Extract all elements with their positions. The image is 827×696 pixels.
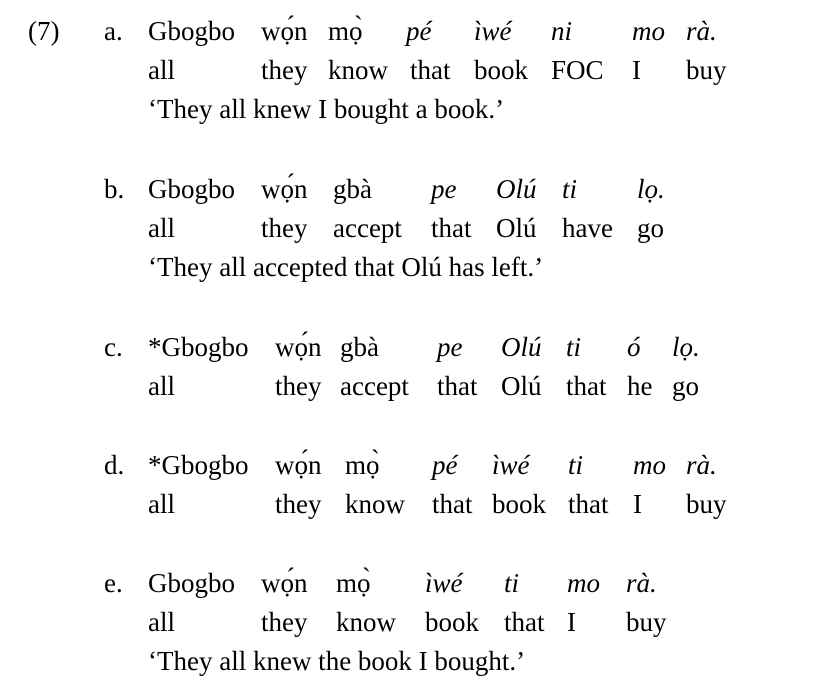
- gloss-word: buy: [626, 607, 667, 637]
- source-word: Gbogbo: [148, 568, 235, 598]
- gloss-word: accept: [333, 213, 402, 243]
- source-word: pe: [431, 174, 457, 204]
- source-word: ìwé: [492, 450, 530, 480]
- source-word: Olú: [496, 174, 537, 204]
- source-word: rà.: [686, 16, 717, 46]
- gloss-word: all: [148, 489, 175, 519]
- source-word: ìwé: [474, 16, 512, 46]
- source-word: pé: [432, 450, 458, 480]
- gloss-word: that: [566, 371, 607, 401]
- example-label: c.: [104, 332, 123, 362]
- gloss-word: they: [275, 489, 322, 519]
- source-word: rà.: [626, 568, 657, 598]
- gloss-word: they: [275, 371, 322, 401]
- gloss-word: FOC: [551, 55, 604, 85]
- gloss-word: know: [345, 489, 405, 519]
- gloss-word: go: [672, 371, 699, 401]
- source-word: mo: [633, 450, 666, 480]
- source-word: mo: [632, 16, 665, 46]
- gloss-word: I: [633, 489, 642, 519]
- example-label: d.: [104, 450, 125, 480]
- source-word: Gbogbo: [148, 16, 235, 46]
- gloss-word: have: [562, 213, 613, 243]
- example-label: e.: [104, 568, 123, 598]
- gloss-word: accept: [340, 371, 409, 401]
- source-word: lọ.: [672, 332, 700, 362]
- source-word: ni: [551, 16, 573, 46]
- gloss-word: they: [261, 55, 308, 85]
- source-word: wọ́n: [275, 332, 322, 362]
- source-word: pe: [437, 332, 463, 362]
- gloss-word: all: [148, 607, 175, 637]
- source-word: mọ̀: [336, 568, 371, 598]
- example-label: a.: [104, 16, 123, 46]
- example-number: (7): [28, 16, 60, 46]
- source-word: wọ́n: [261, 174, 308, 204]
- gloss-word: Olú: [496, 213, 537, 243]
- source-word: Olú: [501, 332, 542, 362]
- source-word: mọ̀: [345, 450, 380, 480]
- source-word: ti: [562, 174, 578, 204]
- gloss-word: buy: [686, 55, 727, 85]
- source-word: gbà: [340, 332, 379, 362]
- source-word: Gbogbo: [148, 174, 235, 204]
- gloss-word: they: [261, 607, 308, 637]
- gloss-word: they: [261, 213, 308, 243]
- gloss-word: he: [627, 371, 653, 401]
- example-label: b.: [104, 174, 125, 204]
- free-translation: ‘They all knew the book I bought.’: [148, 646, 526, 676]
- source-word: ti: [566, 332, 582, 362]
- source-word: ti: [568, 450, 584, 480]
- source-word: lọ.: [637, 174, 665, 204]
- gloss-word: book: [425, 607, 479, 637]
- gloss-word: know: [328, 55, 388, 85]
- free-translation: ‘They all accepted that Olú has left.’: [148, 252, 544, 282]
- gloss-word: that: [410, 55, 451, 85]
- gloss-word: book: [492, 489, 546, 519]
- source-word: ìwé: [425, 568, 463, 598]
- gloss-word: all: [148, 371, 175, 401]
- source-word: wọ́n: [275, 450, 322, 480]
- gloss-word: all: [148, 55, 175, 85]
- gloss-word: buy: [686, 489, 727, 519]
- source-word: mọ̀: [328, 16, 363, 46]
- gloss-word: know: [336, 607, 396, 637]
- source-word: pé: [406, 16, 432, 46]
- gloss-word: I: [567, 607, 576, 637]
- source-word: ti: [504, 568, 520, 598]
- source-word: mo: [567, 568, 600, 598]
- gloss-word: book: [474, 55, 528, 85]
- source-word: wọ́n: [261, 568, 308, 598]
- gloss-word: go: [637, 213, 664, 243]
- gloss-word: all: [148, 213, 175, 243]
- gloss-word: that: [431, 213, 472, 243]
- gloss-word: that: [504, 607, 545, 637]
- gloss-word: that: [437, 371, 478, 401]
- source-word: *Gbogbo: [148, 332, 249, 362]
- gloss-word: that: [432, 489, 473, 519]
- source-word: *Gbogbo: [148, 450, 249, 480]
- gloss-word: that: [568, 489, 609, 519]
- free-translation: ‘They all knew I bought a book.’: [148, 94, 505, 124]
- source-word: gbà: [333, 174, 372, 204]
- gloss-word: I: [632, 55, 641, 85]
- source-word: ó: [627, 332, 641, 362]
- source-word: wọ́n: [261, 16, 308, 46]
- gloss-word: Olú: [501, 371, 542, 401]
- source-word: rà.: [686, 450, 717, 480]
